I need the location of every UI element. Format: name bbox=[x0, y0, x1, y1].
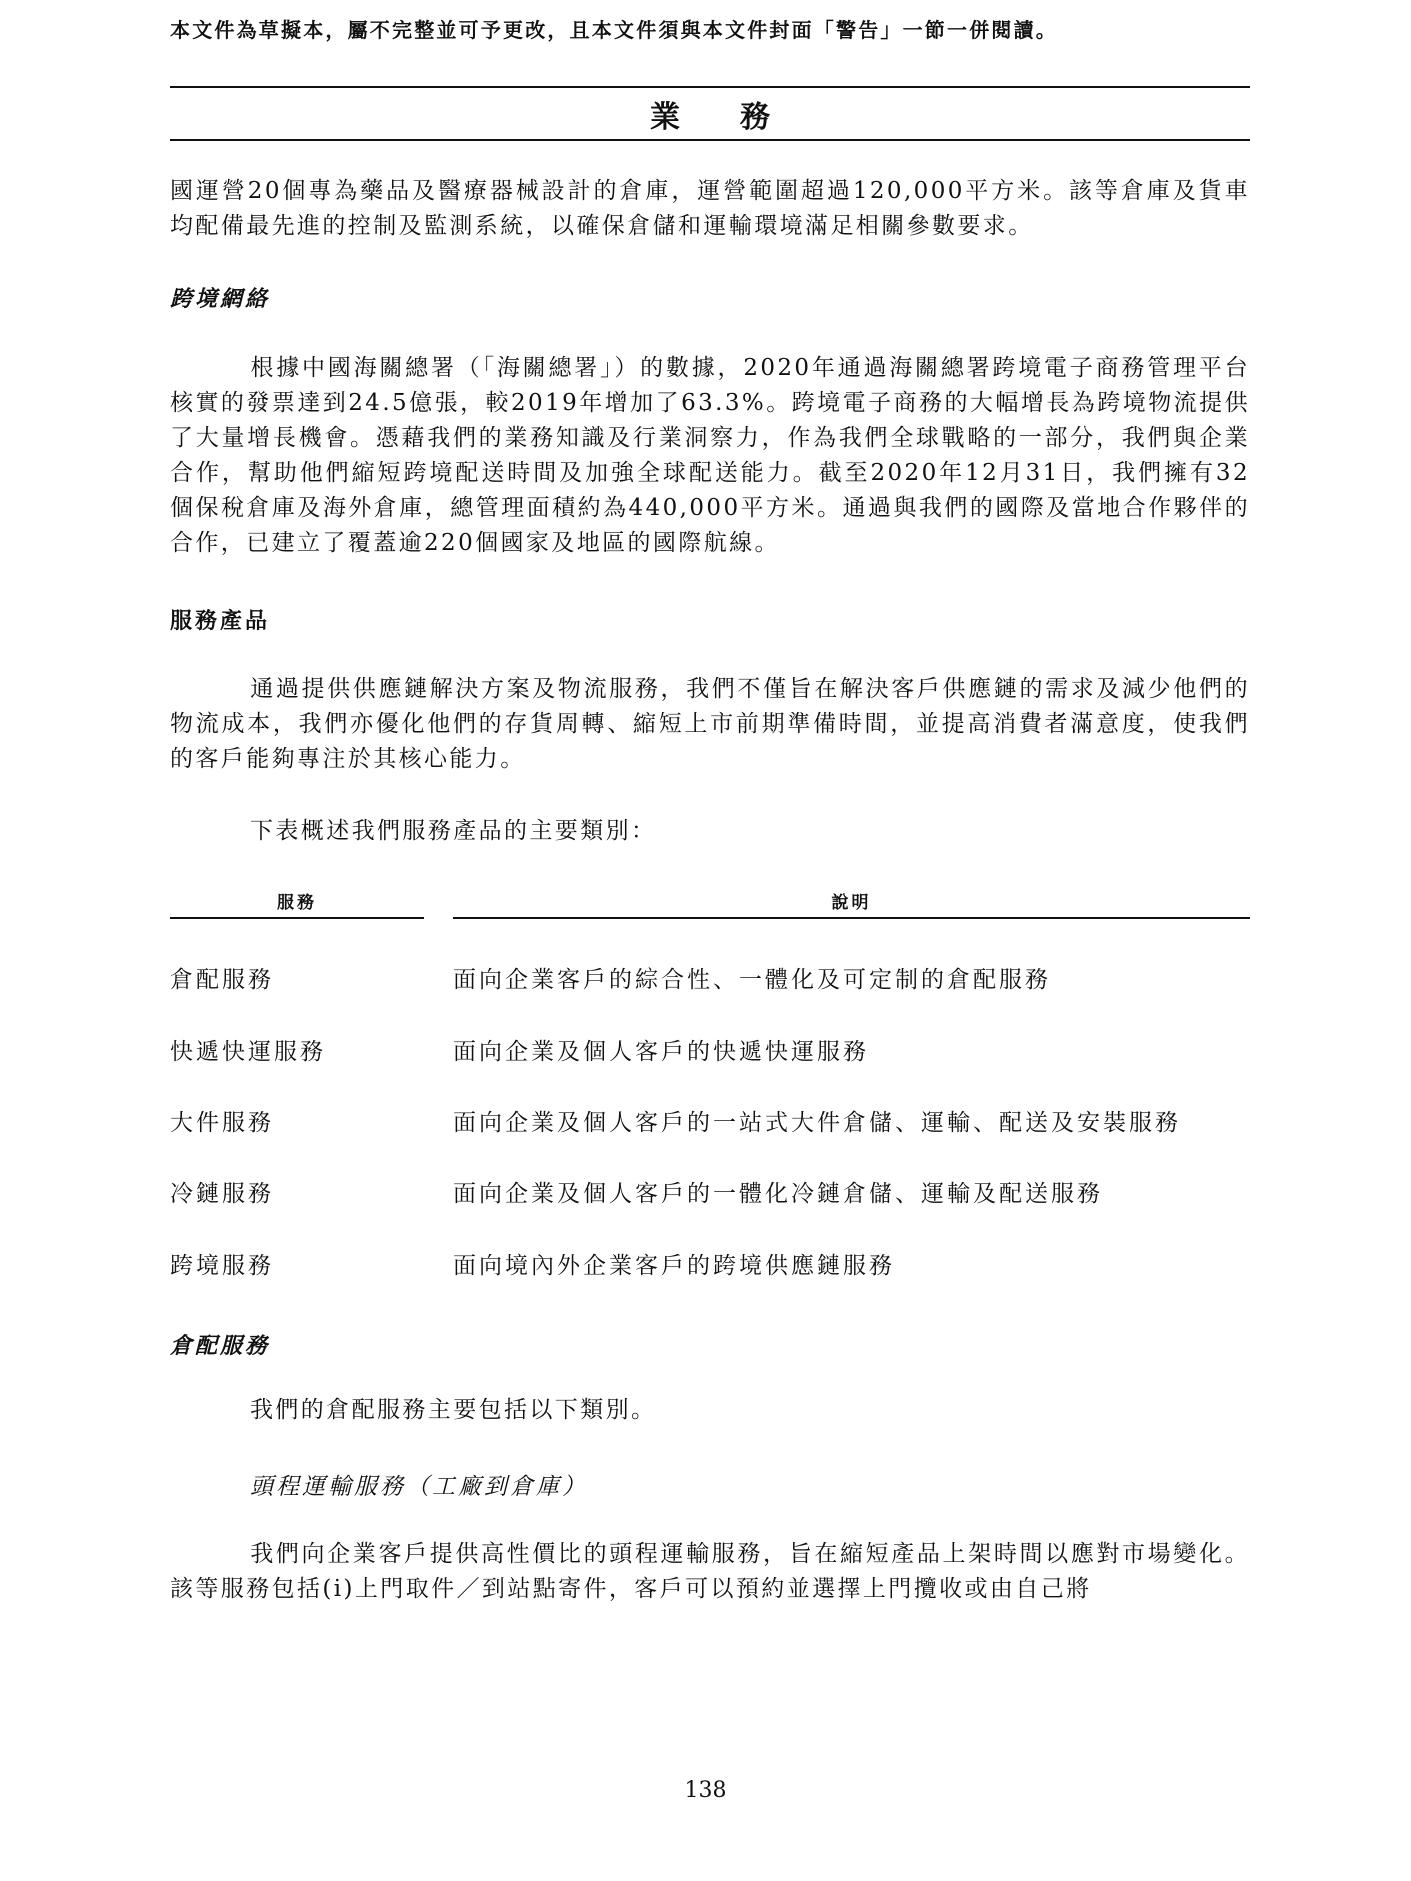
service-offerings-paragraph bbox=[170, 672, 1250, 777]
table-header-description: 說明 bbox=[831, 893, 872, 913]
warehouse-delivery-intro-text: 我們的倉配服務主要包括以下類別。 bbox=[250, 1397, 657, 1423]
table-header-service-rule bbox=[170, 917, 424, 919]
warehouse-delivery-intro bbox=[170, 1393, 1250, 1428]
first-leg-paragraph-text: 我們向企業客戶提供高性價比的頭程運輸服務，旨在縮短產品上架時間以應對市場變化。該等服務包括(i)上門取件／到站點寄件，客戶可以預約並選擇上門攬收或由自己將 bbox=[170, 1541, 1250, 1602]
table-row-service: 快遞快運服務 bbox=[170, 1039, 326, 1065]
cross-border-paragraph bbox=[170, 351, 1250, 561]
title-top-rule bbox=[170, 86, 1250, 88]
cross-border-paragraph-text: 根據中國海關總署（「海關總署」）的數據，2020年通過海關總署跨境電子商務管理平台核實的發票達到24.5億張，較2019年增加了63.3%。跨境電子商務的大幅增長為跨境物流提供了大量增長機會。憑藉我們的業務知識及行業洞察力，作為我們全球戰略的一部分，我們與企業合作，幫助他們縮短跨境配送時間及加強全球配送能力。截至2020年12月31日，我們擁有32個保稅倉庫及海外倉庫，總管理面積約為440,000平方米。通過與我們的國際及當地合作夥伴的合作，已建立了覆蓋逾220個國家及地區的國際航線。 bbox=[170, 355, 1250, 556]
table-row-service: 倉配服務 bbox=[170, 967, 274, 993]
table-row-description: 面向企業及個人客戶的一體化冷鏈倉儲、運輸及配送服務 bbox=[453, 1181, 1103, 1207]
service-offerings-paragraph-text: 通過提供供應鏈解決方案及物流服務，我們不僅旨在解決客戶供應鏈的需求及減少他們的物流成本，我們亦優化他們的存貨周轉、縮短上市前期準備時間，並提高消費者滿意度，使我們的客戶能夠專注於其核心能力。 bbox=[170, 676, 1250, 772]
title-bottom-rule bbox=[170, 139, 1250, 141]
section-title: 業務 bbox=[650, 100, 830, 135]
first-leg-subheading: 頭程運輸服務（工廠到倉庫） bbox=[250, 1474, 588, 1500]
table-row-service: 跨境服務 bbox=[170, 1253, 274, 1279]
draft-warning-note: 本文件為草擬本，屬不完整並可予更改，且本文件須與本文件封面「警告」一節一併閱讀。 bbox=[170, 18, 1058, 42]
table-intro bbox=[170, 814, 1250, 849]
intro-paragraph: 國運營20個專為藥品及醫療器械設計的倉庫，運營範圍超過120,000平方米。該等倉庫及貨車均配備最先進的控制及監測系統，以確保倉儲和運輸環境滿足相關參數要求。 bbox=[170, 178, 1250, 239]
table-row-description: 面向境內外企業客戶的跨境供應鏈服務 bbox=[453, 1253, 895, 1279]
table-header-description-rule bbox=[453, 917, 1250, 919]
cross-border-heading: 跨境網絡 bbox=[170, 286, 271, 312]
page-number: 138 bbox=[684, 1778, 727, 1803]
first-leg-paragraph bbox=[170, 1537, 1250, 1607]
table-row-description: 面向企業客戶的綜合性、一體化及可定制的倉配服務 bbox=[453, 967, 1051, 993]
table-row-description: 面向企業及個人客戶的快遞快運服務 bbox=[453, 1039, 869, 1065]
table-header-service: 服務 bbox=[277, 893, 317, 913]
table-row-description: 面向企業及個人客戶的一站式大件倉儲、運輸、配送及安裝服務 bbox=[453, 1110, 1181, 1136]
table-intro-text: 下表概述我們服務產品的主要類別： bbox=[250, 818, 657, 844]
table-row-service: 冷鏈服務 bbox=[170, 1181, 274, 1207]
table-row-service: 大件服務 bbox=[170, 1110, 274, 1136]
service-offerings-heading: 服務產品 bbox=[170, 608, 271, 634]
warehouse-delivery-heading: 倉配服務 bbox=[170, 1333, 271, 1359]
